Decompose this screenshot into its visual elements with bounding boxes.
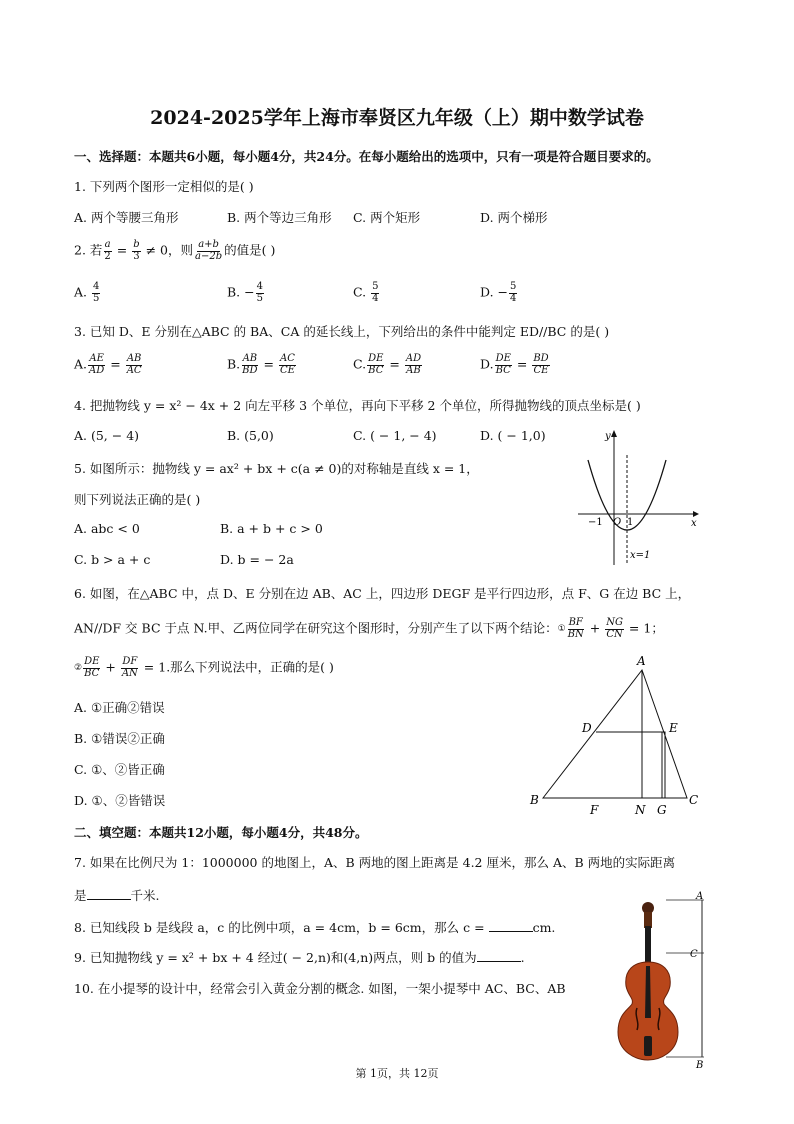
q4-option-a: A. (5, − 4)	[74, 428, 140, 443]
q8-stem: 8. 已知线段 b 是线段 a，c 的比例中项，a = 4cm，b = 6cm，那么 c = cm.	[74, 920, 556, 935]
q1-option-c: C. 两个矩形	[353, 210, 421, 225]
q6-option-b: B. ①错误②正确	[74, 731, 165, 746]
section-2-heading: 二、填空题：本题共12小题，每小题4分，共48分。	[74, 825, 368, 840]
q6-option-d: D. ①、②皆错误	[74, 793, 166, 808]
x-axis-label: x	[691, 518, 697, 529]
symmetry-axis-label: x=1	[630, 550, 651, 561]
q3-option-a: A. $\frac{AE}{AD}$ = $\frac{AB}{AC}$	[74, 353, 142, 376]
q2-option-b: B. − $\frac{4}{5}$	[227, 281, 264, 304]
violin-fingerboard	[645, 966, 651, 1018]
q5-parabola-graph	[575, 425, 705, 570]
q5-option-a: A. abc < 0	[74, 521, 140, 536]
q5-option-d: D. b = − 2a	[220, 552, 294, 567]
q5-stem-2: 则下列说法正确的是( )	[74, 492, 201, 507]
q5-option-c: C. b > a + c	[74, 552, 151, 567]
label-g: G	[657, 803, 667, 817]
label-b: B	[530, 793, 539, 807]
q1-option-b: B. 两个等边三角形	[227, 210, 332, 225]
q2-stem: 2. 若 $\frac{a}{2}$ = $\frac{b}{3}$ ≠ 0，则 $\frac{a+b}{a-2b}$ 的值是( )	[74, 239, 276, 262]
y-axis-arrow	[611, 430, 617, 437]
section-1-heading: 一、选择题：本题共6小题，每小题4分，共24分。在每小题给出的选项中，只有一项是符合题目要求的。	[74, 149, 659, 164]
label-n: N	[635, 803, 646, 817]
q5-option-b: B. a + b + c > 0	[220, 521, 323, 536]
violin-tailpiece	[644, 1036, 652, 1056]
q7-line-2: 是 千米.	[74, 888, 160, 903]
q7-line-1: 7. 如果在比例尺为 1：1000000 的地图上，A、B 两地的图上距离是 4.2 厘米，那么 A、B 两地的实际距离	[74, 855, 676, 870]
q2-option-c: C. $\frac{5}{4}$	[353, 281, 379, 304]
q4-option-d: D. ( − 1,0)	[480, 428, 546, 443]
q4-stem: 4. 把抛物线 y = x² − 4x + 2 向左平移 3 个单位，再向下平移 2 个单位，所得抛物线的顶点坐标是( )	[74, 398, 641, 413]
label-e: E	[669, 721, 678, 735]
q6-triangle-figure	[525, 652, 715, 817]
q4-option-b: B. (5,0)	[227, 428, 274, 443]
label-b: B	[696, 1060, 704, 1071]
tick-minus-one: −1	[588, 517, 603, 528]
q7-answer-blank[interactable]	[87, 887, 131, 900]
q6-option-a: A. ①正确②错误	[74, 700, 165, 715]
q5-stem: 5. 如图所示：抛物线 y = ax² + bx + c(a ≠ 0)的对称轴是直线 x = 1，	[74, 461, 479, 476]
tick-one: 1	[627, 517, 634, 528]
q3-option-c: C. $\frac{DE}{BC}$ = $\frac{AD}{AB}$	[353, 353, 422, 376]
parallelogram-degf	[596, 732, 665, 798]
q3-option-b: B. $\frac{AB}{BD}$ = $\frac{AC}{CE}$	[227, 353, 295, 376]
label-a: A	[696, 891, 704, 902]
origin-label: O	[613, 517, 622, 528]
q2-option-d: D. − $\frac{5}{4}$	[480, 281, 517, 304]
label-c: C	[689, 793, 699, 807]
page-footer: 第 1页，共 12页	[355, 1067, 439, 1080]
q10-violin-figure	[606, 890, 718, 1072]
label-a: A	[637, 654, 646, 668]
q6-line-3: ② $\frac{DE}{BC}$ + $\frac{DF}{AN}$ = 1.那么下列说法中，正确的是( )	[74, 656, 334, 679]
page-title: 2024-2025学年上海市奉贤区九年级（上）期中数学试卷	[150, 107, 644, 129]
q10-stem: 10. 在小提琴的设计中，经常会引入黄金分割的概念. 如图，一架小提琴中 AC、BC、AB	[74, 981, 566, 996]
q1-option-d: D. 两个梯形	[480, 210, 548, 225]
label-d: D	[582, 721, 592, 735]
q6-line-2: AN//DF 交 BC 于点 N.甲、乙两位同学在研究这个图形时，分别产生了以下两个结论：① $\frac{BF}{BN}$ + $\frac{NG}{CN}$ = 1；	[74, 617, 664, 640]
q2-option-a: A. $\frac{4}{5}$	[74, 281, 100, 304]
q3-stem: 3. 已知 D、E 分别在△ABC 的 BA、CA 的延长线上，下列给出的条件中能判定 ED//BC 的是( )	[74, 324, 610, 339]
q4-option-c: C. ( − 1, − 4)	[353, 428, 437, 443]
violin-pegbox	[644, 912, 652, 928]
q9-answer-blank[interactable]	[477, 949, 521, 962]
y-axis-label: y	[605, 431, 611, 442]
q8-answer-blank[interactable]	[489, 919, 533, 932]
q9-stem: 9. 已知抛物线 y = x² + bx + 4 经过( − 2,n)和(4,n)两点，则 b 的值为 .	[74, 950, 525, 965]
label-c: C	[690, 949, 698, 960]
x-axis-arrow	[693, 511, 699, 517]
q6-option-c: C. ①、②皆正确	[74, 762, 165, 777]
q1-option-a: A. 两个等腰三角形	[74, 210, 179, 225]
label-f: F	[590, 803, 599, 817]
q3-option-d: D. $\frac{DE}{BC}$ = $\frac{BD}{CE}$	[480, 353, 549, 376]
q1-stem: 1. 下列两个图形一定相似的是( )	[74, 179, 254, 194]
q6-line-1: 6. 如图，在△ABC 中，点 D、E 分别在边 AB、AC 上，四边形 DEGF 是平行四边形，点 F、G 在边 BC 上，	[74, 586, 691, 601]
violin-neck	[645, 926, 651, 966]
